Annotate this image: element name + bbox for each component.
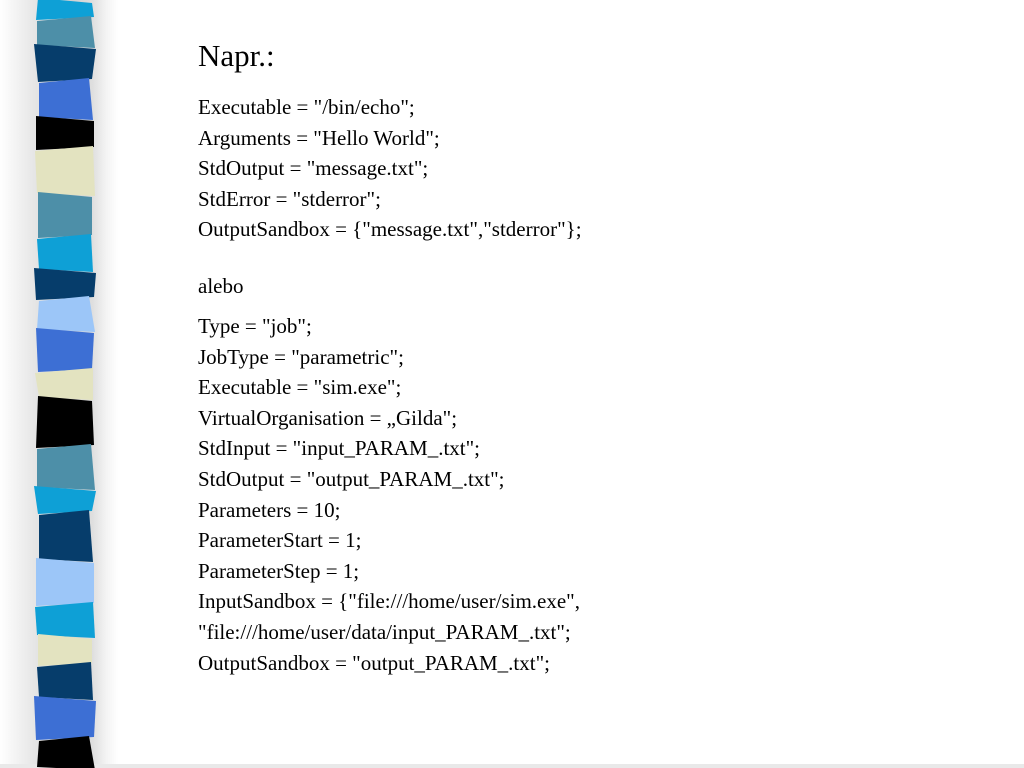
decorative-block	[34, 486, 96, 514]
decorative-block	[34, 696, 96, 740]
code-line: ParameterStart = 1;	[198, 528, 362, 553]
decorative-block	[36, 558, 94, 606]
decorative-block	[38, 634, 92, 666]
decorative-block	[36, 116, 94, 150]
slide-heading: Napr.:	[198, 38, 275, 73]
code-line: Type = "job";	[198, 313, 312, 338]
decorative-block-stack	[0, 0, 110, 768]
decorative-block	[35, 146, 95, 196]
decorative-block	[35, 602, 95, 638]
decorative-block	[36, 396, 94, 448]
example-1-code-block	[198, 92, 958, 245]
bottom-border-line	[0, 764, 1024, 768]
code-line: Executable = "/bin/echo";	[198, 95, 415, 119]
decorative-block	[38, 192, 92, 238]
code-line: OutputSandbox = {"message.txt","stderror"};	[198, 217, 582, 242]
code-line: InputSandbox = {"file:///home/user/sim.exe",	[198, 589, 581, 614]
code-line: StdError = "stderror";	[198, 186, 381, 211]
decorative-block	[35, 368, 93, 400]
decorative-block	[39, 510, 93, 562]
code-line: StdOutput = "message.txt";	[198, 156, 429, 181]
decorative-block	[37, 662, 93, 700]
decorative-block	[36, 328, 94, 372]
example-2-code-block	[198, 311, 958, 678]
decorative-block	[37, 296, 95, 332]
code-line: Executable = "sim.exe";	[198, 375, 402, 400]
decorative-block	[34, 268, 96, 300]
code-line: Arguments = "Hello World";	[198, 125, 440, 150]
decorative-block	[37, 736, 95, 768]
decorative-block	[39, 78, 93, 120]
alternative-separator: alebo	[198, 273, 244, 298]
code-line: OutputSandbox = "output_PARAM_.txt";	[198, 650, 551, 675]
code-line: "file:///home/user/data/input_PARAM_.txt";	[198, 619, 571, 644]
code-line: StdInput = "input_PARAM_.txt";	[198, 436, 481, 461]
decorative-block	[37, 444, 95, 490]
decorative-block	[34, 44, 96, 82]
code-line: JobType = "parametric";	[198, 344, 404, 369]
code-line: ParameterStep = 1;	[198, 558, 360, 583]
code-line: Parameters = 10;	[198, 497, 341, 522]
decorative-block	[37, 16, 95, 48]
decorative-block	[37, 234, 93, 272]
slide-content	[198, 36, 958, 678]
code-line: StdOutput = "output_PARAM_.txt";	[198, 466, 505, 491]
code-line: VirtualOrganisation = „Gilda";	[198, 405, 458, 430]
